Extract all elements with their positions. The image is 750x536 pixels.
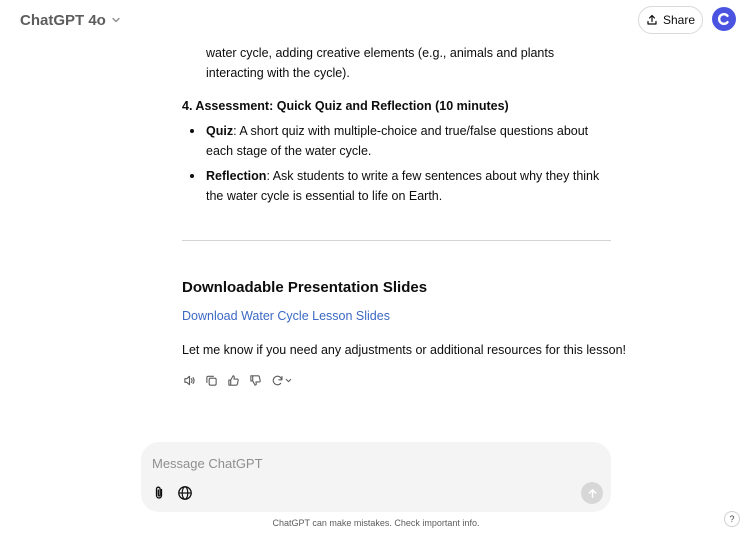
list-item-text [206, 121, 610, 161]
thumbs-down-icon [249, 374, 262, 387]
thumbs-up-button[interactable] [226, 373, 240, 387]
help-button[interactable]: ? [724, 511, 740, 527]
paperclip-icon[interactable] [151, 485, 167, 501]
regenerate-button[interactable] [270, 373, 294, 387]
bullet-dot [190, 174, 194, 178]
assessment-heading: 4. Assessment: Quick Quiz and Reflection (10 minutes) [182, 99, 509, 113]
refresh-icon [271, 374, 284, 387]
copy-button[interactable] [204, 373, 218, 387]
share-label: Share [662, 13, 696, 27]
download-link[interactable]: Download Water Cycle Lesson Slides [182, 309, 390, 323]
message-actions [182, 371, 294, 389]
composer [141, 442, 611, 512]
thumbs-up-icon [227, 374, 240, 387]
top-bar [0, 0, 750, 40]
disclaimer: ChatGPT can make mistakes. Check important info. [272, 518, 480, 528]
list-item-desc: : Ask students to write a few sentences about why they think the water cycle is essential to life on Earth. [206, 169, 600, 203]
send-button[interactable] [581, 482, 603, 504]
chevron-down-icon [284, 376, 293, 385]
avatar[interactable] [712, 7, 736, 31]
share-button[interactable] [638, 6, 703, 34]
message-input[interactable] [152, 454, 572, 472]
list-item-term: Quiz [206, 124, 234, 138]
read-aloud-button[interactable] [182, 373, 196, 387]
model-switcher[interactable] [14, 8, 128, 32]
model-name: ChatGPT 4o [20, 11, 106, 29]
continuation-text: water cycle, adding creative elements (e.g., animals and plants interacting with the cycle). [206, 46, 555, 80]
chevron-down-icon [110, 14, 122, 26]
list-item-desc: : A short quiz with multiple-choice and true/false questions about each stage of the water cycle. [206, 124, 589, 158]
divider [182, 240, 611, 241]
closing-text: Let me know if you need any adjustments or additional resources for this lesson! [182, 343, 626, 357]
list-item-term: Reflection [206, 169, 267, 183]
user-avatar-icon [716, 11, 732, 27]
globe-icon[interactable] [177, 485, 193, 501]
bullet-dot [190, 129, 194, 133]
list-item-text [206, 166, 610, 206]
copy-icon [205, 374, 218, 387]
thumbs-down-button[interactable] [248, 373, 262, 387]
section-title: Downloadable Presentation Slides [182, 279, 428, 296]
share-icon [646, 14, 658, 26]
arrow-up-icon [587, 488, 598, 499]
speaker-icon [183, 374, 196, 387]
